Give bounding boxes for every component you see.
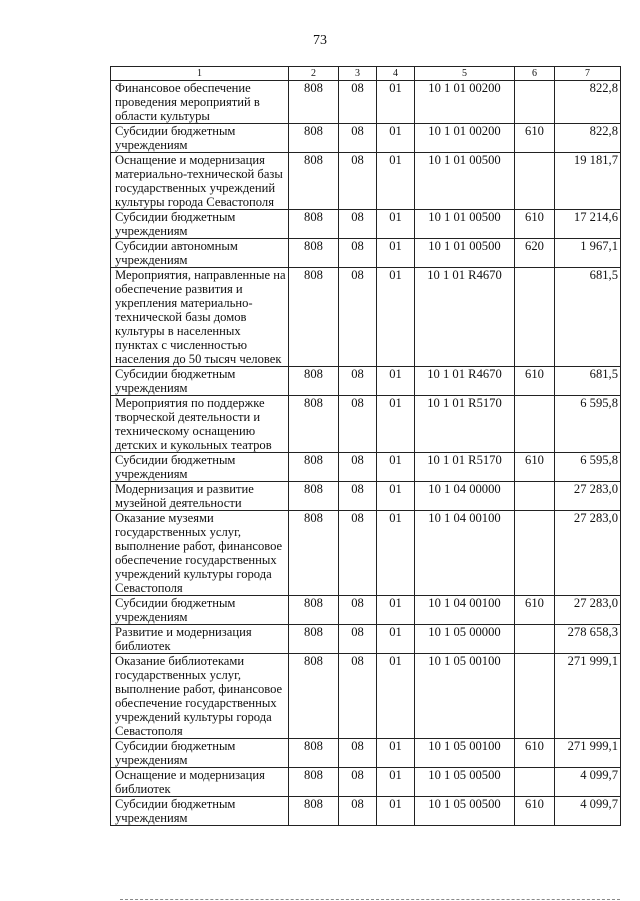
- cell-ministry: 808: [289, 596, 339, 625]
- table-row: [111, 453, 621, 482]
- cell-name: Субсидии бюджетным учреждениям: [111, 124, 289, 153]
- cell-name: Оказание музеями государственных услуг, выполнение работ, финансовое обеспечение государственных учреждений культуры города Севастополя: [111, 511, 289, 596]
- cell-ministry: 808: [289, 768, 339, 797]
- cell-target-article: 10 1 01 00500: [415, 153, 515, 210]
- cell-ministry: 808: [289, 396, 339, 453]
- cell-amount: 6 595,8: [555, 453, 621, 482]
- table-row: [111, 268, 621, 367]
- cell-name: Оснащение и модернизация библиотек: [111, 768, 289, 797]
- cell-expense-type: [515, 268, 555, 367]
- cell-target-article: 10 1 05 00100: [415, 739, 515, 768]
- cell-section: 08: [339, 511, 377, 596]
- cell-name: Оказание библиотеками государственных услуг, выполнение работ, финансовое обеспечение государственных учреждений культуры города Севастополя: [111, 654, 289, 739]
- table-row: [111, 367, 621, 396]
- cell-target-article: 10 1 01 00500: [415, 239, 515, 268]
- cell-name: Субсидии автономным учреждениям: [111, 239, 289, 268]
- cell-subsection: 01: [377, 124, 415, 153]
- cell-name: Субсидии бюджетным учреждениям: [111, 739, 289, 768]
- table-row: [111, 739, 621, 768]
- cell-target-article: 10 1 01 00500: [415, 210, 515, 239]
- cell-section: 08: [339, 654, 377, 739]
- cell-expense-type: 610: [515, 453, 555, 482]
- table-row: [111, 511, 621, 596]
- cell-amount: 4 099,7: [555, 768, 621, 797]
- cell-ministry: 808: [289, 453, 339, 482]
- cell-expense-type: 620: [515, 239, 555, 268]
- cell-subsection: 01: [377, 511, 415, 596]
- cell-subsection: 01: [377, 268, 415, 367]
- cell-section: 08: [339, 396, 377, 453]
- cell-expense-type: 610: [515, 367, 555, 396]
- cell-section: 08: [339, 239, 377, 268]
- cell-expense-type: 610: [515, 596, 555, 625]
- cell-amount: 681,5: [555, 367, 621, 396]
- page-number: 73: [313, 33, 327, 48]
- table-header-row: [111, 67, 621, 81]
- cell-ministry: 808: [289, 239, 339, 268]
- cell-section: 08: [339, 768, 377, 797]
- budget-table: [110, 66, 621, 826]
- cell-name: Развитие и модернизация библиотек: [111, 625, 289, 654]
- footer-divider: [120, 899, 620, 900]
- cell-subsection: 01: [377, 153, 415, 210]
- cell-section: 08: [339, 367, 377, 396]
- cell-section: 08: [339, 81, 377, 124]
- cell-section: 08: [339, 268, 377, 367]
- cell-subsection: 01: [377, 654, 415, 739]
- cell-expense-type: [515, 81, 555, 124]
- cell-subsection: 01: [377, 482, 415, 511]
- column-header-2: 2: [289, 67, 339, 81]
- column-header-4: 4: [377, 67, 415, 81]
- cell-subsection: 01: [377, 797, 415, 826]
- table-row: [111, 596, 621, 625]
- cell-name: Субсидии бюджетным учреждениям: [111, 367, 289, 396]
- cell-expense-type: 610: [515, 210, 555, 239]
- cell-ministry: 808: [289, 210, 339, 239]
- cell-amount: 27 283,0: [555, 482, 621, 511]
- cell-amount: 822,8: [555, 124, 621, 153]
- column-header-6: 6: [515, 67, 555, 81]
- cell-amount: 681,5: [555, 268, 621, 367]
- table-row: [111, 210, 621, 239]
- cell-target-article: 10 1 01 R4670: [415, 268, 515, 367]
- table-row: [111, 482, 621, 511]
- cell-name: Субсидии бюджетным учреждениям: [111, 210, 289, 239]
- table-row: [111, 654, 621, 739]
- table-row: [111, 81, 621, 124]
- cell-target-article: 10 1 05 00000: [415, 625, 515, 654]
- cell-section: 08: [339, 739, 377, 768]
- cell-subsection: 01: [377, 210, 415, 239]
- cell-subsection: 01: [377, 625, 415, 654]
- cell-ministry: 808: [289, 153, 339, 210]
- cell-ministry: 808: [289, 797, 339, 826]
- cell-amount: 822,8: [555, 81, 621, 124]
- cell-expense-type: 610: [515, 797, 555, 826]
- column-header-3: 3: [339, 67, 377, 81]
- cell-subsection: 01: [377, 739, 415, 768]
- table-row: [111, 797, 621, 826]
- table-row: [111, 625, 621, 654]
- cell-target-article: 10 1 04 00100: [415, 596, 515, 625]
- cell-ministry: 808: [289, 124, 339, 153]
- table-row: [111, 239, 621, 268]
- cell-section: 08: [339, 596, 377, 625]
- cell-ministry: 808: [289, 81, 339, 124]
- cell-expense-type: 610: [515, 124, 555, 153]
- cell-amount: 27 283,0: [555, 596, 621, 625]
- table-body: [111, 81, 621, 826]
- cell-target-article: 10 1 05 00500: [415, 797, 515, 826]
- column-header-5: 5: [415, 67, 515, 81]
- cell-expense-type: [515, 482, 555, 511]
- cell-section: 08: [339, 625, 377, 654]
- cell-ministry: 808: [289, 367, 339, 396]
- cell-target-article: 10 1 04 00100: [415, 511, 515, 596]
- cell-expense-type: 610: [515, 739, 555, 768]
- cell-subsection: 01: [377, 367, 415, 396]
- table-row: [111, 124, 621, 153]
- cell-section: 08: [339, 124, 377, 153]
- cell-ministry: 808: [289, 739, 339, 768]
- cell-amount: 271 999,1: [555, 739, 621, 768]
- cell-section: 08: [339, 797, 377, 826]
- cell-amount: 27 283,0: [555, 511, 621, 596]
- cell-expense-type: [515, 396, 555, 453]
- column-header-7: 7: [555, 67, 621, 81]
- cell-amount: 6 595,8: [555, 396, 621, 453]
- cell-amount: 4 099,7: [555, 797, 621, 826]
- cell-ministry: 808: [289, 625, 339, 654]
- cell-ministry: 808: [289, 482, 339, 511]
- cell-expense-type: [515, 768, 555, 797]
- cell-target-article: 10 1 05 00500: [415, 768, 515, 797]
- cell-section: 08: [339, 482, 377, 511]
- table-row: [111, 768, 621, 797]
- cell-section: 08: [339, 153, 377, 210]
- cell-target-article: 10 1 01 00200: [415, 124, 515, 153]
- cell-expense-type: [515, 511, 555, 596]
- cell-target-article: 10 1 04 00000: [415, 482, 515, 511]
- cell-amount: 278 658,3: [555, 625, 621, 654]
- cell-name: Оснащение и модернизация материально-технической базы государственных учреждений культуры города Севастополя: [111, 153, 289, 210]
- cell-subsection: 01: [377, 396, 415, 453]
- cell-subsection: 01: [377, 453, 415, 482]
- cell-subsection: 01: [377, 596, 415, 625]
- cell-expense-type: [515, 654, 555, 739]
- cell-subsection: 01: [377, 81, 415, 124]
- table-row: [111, 396, 621, 453]
- cell-ministry: 808: [289, 654, 339, 739]
- cell-target-article: 10 1 01 R4670: [415, 367, 515, 396]
- cell-target-article: 10 1 01 R5170: [415, 396, 515, 453]
- cell-subsection: 01: [377, 239, 415, 268]
- cell-subsection: 01: [377, 768, 415, 797]
- cell-name: Субсидии бюджетным учреждениям: [111, 453, 289, 482]
- cell-name: Субсидии бюджетным учреждениям: [111, 596, 289, 625]
- cell-amount: 271 999,1: [555, 654, 621, 739]
- cell-ministry: 808: [289, 511, 339, 596]
- cell-name: Финансовое обеспечение проведения мероприятий в области культуры: [111, 81, 289, 124]
- cell-name: Модернизация и развитие музейной деятельности: [111, 482, 289, 511]
- cell-amount: 1 967,1: [555, 239, 621, 268]
- column-header-1: 1: [111, 67, 289, 81]
- cell-ministry: 808: [289, 268, 339, 367]
- table-row: [111, 153, 621, 210]
- cell-expense-type: [515, 625, 555, 654]
- cell-expense-type: [515, 153, 555, 210]
- cell-name: Субсидии бюджетным учреждениям: [111, 797, 289, 826]
- cell-section: 08: [339, 210, 377, 239]
- cell-target-article: 10 1 01 00200: [415, 81, 515, 124]
- cell-section: 08: [339, 453, 377, 482]
- cell-name: Мероприятия, направленные на обеспечение развития и укрепления материально-технической базы домов культуры в населенных пунктах с численностью населения до 50 тысяч человек: [111, 268, 289, 367]
- cell-target-article: 10 1 01 R5170: [415, 453, 515, 482]
- cell-name: Мероприятия по поддержке творческой деятельности и техническому оснащению детских и кукольных театров: [111, 396, 289, 453]
- cell-amount: 19 181,7: [555, 153, 621, 210]
- cell-amount: 17 214,6: [555, 210, 621, 239]
- cell-target-article: 10 1 05 00100: [415, 654, 515, 739]
